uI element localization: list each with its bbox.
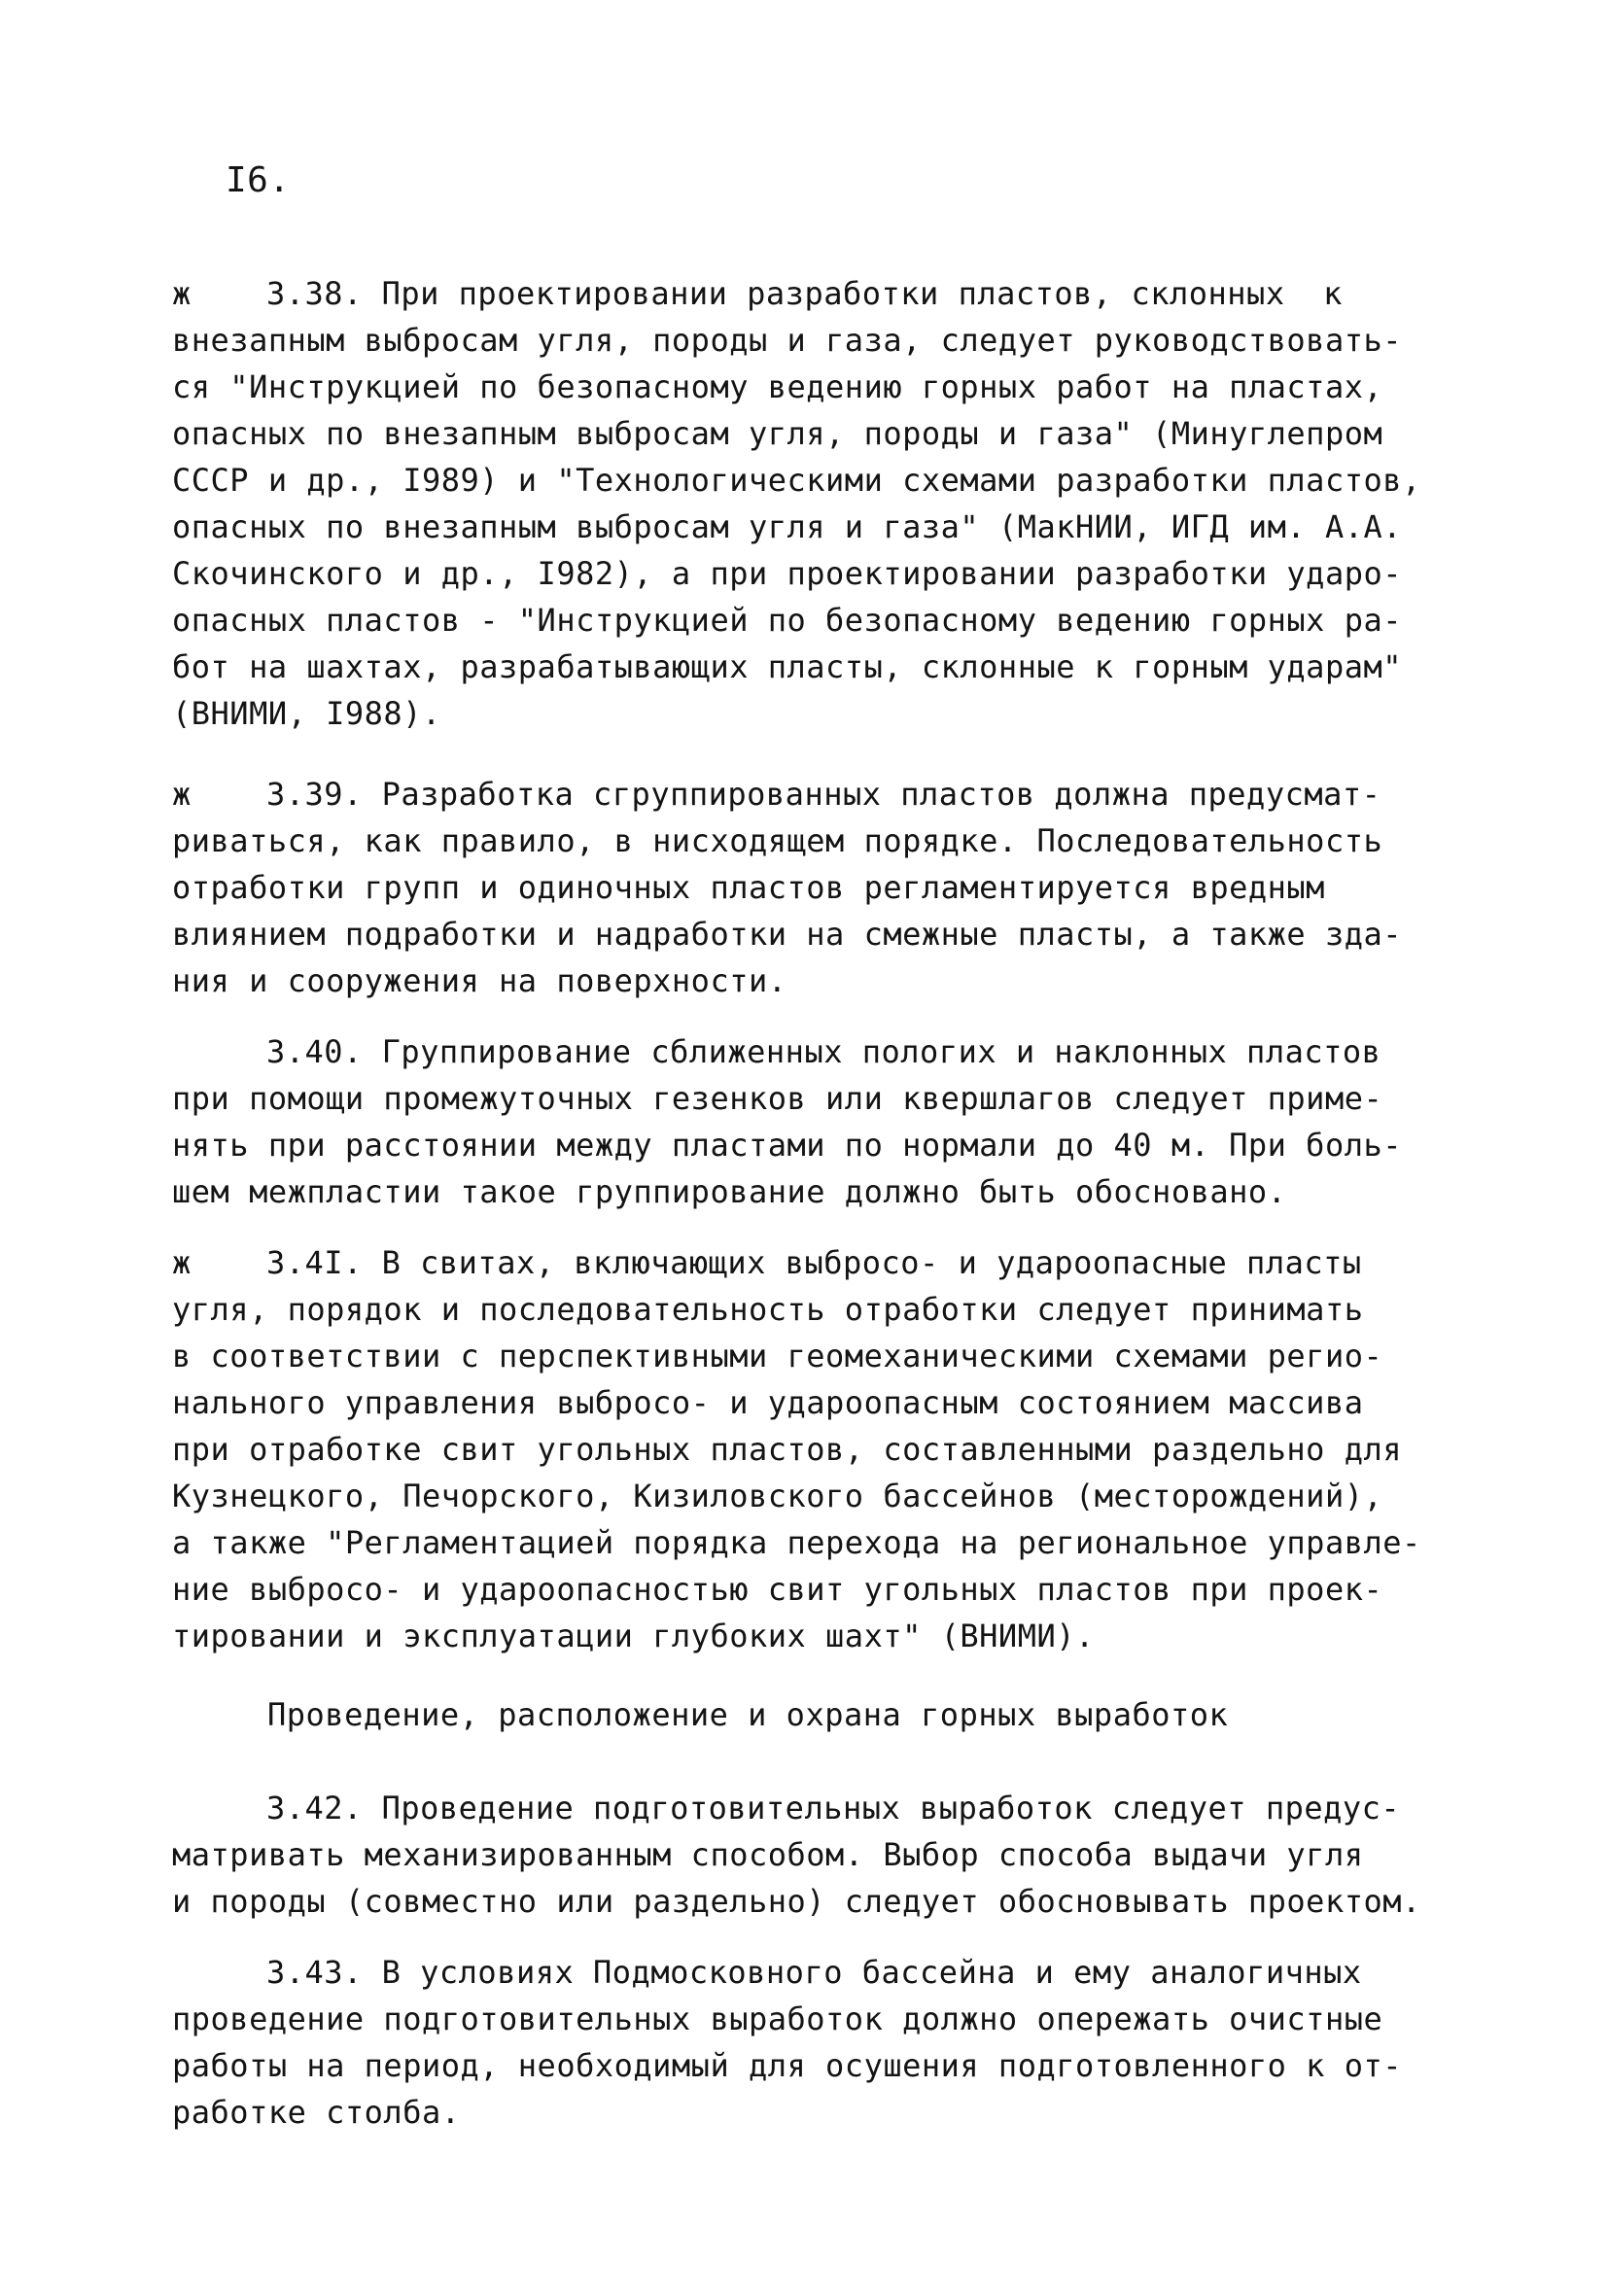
section-heading (267, 1691, 1551, 1738)
change-marker: ж (172, 275, 192, 312)
paragraph-line: 3.43. В условиях Подмосковного бассейна и ему аналогичных (266, 1954, 1362, 1991)
paragraph-3-38 (172, 270, 1455, 737)
paragraph-line: и породы (совместно или раздельно) следует обосновывать проектом. (172, 1883, 1421, 1920)
paragraph-line: при помощи промежуточных гезенков или квершлагов следует приме- (172, 1080, 1383, 1117)
change-marker: ж (172, 1244, 192, 1281)
paragraph-line: ж 3.39. Разработка сгруппированных пластов должна предусмат- (172, 771, 1455, 818)
paragraph-line: в соответствии с перспективными геомеханическими схемами регио- (172, 1338, 1383, 1374)
paragraph-line: опасных по внезапным выбросам угля, породы и газа" (Минуглепром (172, 415, 1383, 452)
paragraph-line: ж 3.4I. В свитах, включающих выбросо- и удароопасные пласты (172, 1239, 1455, 1286)
paragraph-line: риваться, как правило, в нисходящем порядке. Последовательность (172, 822, 1383, 859)
section-heading-text: Проведение, расположение и охрана горных выработок (267, 1696, 1229, 1733)
paragraph-line: ния и сооружения на поверхности. (172, 962, 787, 999)
paragraph-line: ж 3.38. При проектировании разработки пластов, склонных к (172, 270, 1455, 317)
paragraph-line: ся "Инструкцией по безопасному ведению горных работ на пластах, (172, 368, 1383, 405)
paragraph-line: бот на шахтах, разрабатывающих пласты, склонные к горным ударам" (172, 648, 1402, 685)
paragraph-line: Скочинского и др., I982), а при проектировании разработки ударо- (172, 555, 1402, 592)
paragraph-line: тировании и эксплуатации глубоких шахт" (ВНИМИ). (172, 1618, 1095, 1654)
paragraph-line: проведение подготовительных выработок должно опережать очистные (172, 2000, 1383, 2037)
paragraph-line: шем межпластии такое группирование должно быть обосновано. (172, 1173, 1287, 1210)
paragraph-line: 3.40. Группирование сближенных пологих и наклонных пластов (266, 1033, 1381, 1070)
paragraph-3-41 (172, 1239, 1455, 1659)
paragraph-line: отработки групп и одиночных пластов регламентируется вредным (172, 869, 1325, 906)
paragraph-line: опасных пластов - "Инструкцией по безопасному ведению горных ра- (172, 602, 1402, 639)
paragraph-line: работы на период, необходимый для осушения подготовленного к от- (172, 2047, 1402, 2084)
paragraph-3-42 (172, 1785, 1455, 1925)
paragraph-line: 3.42. Проведение подготовительных выработок следует предус- (266, 1790, 1401, 1826)
paragraph-line: нять при расстоянии между пластами по нормали до 40 м. При боль- (172, 1127, 1402, 1164)
paragraph-line: угля, порядок и последовательность отработки следует принимать (172, 1291, 1364, 1328)
paragraph-line: Кузнецкого, Печорского, Кизиловского бассейнов (месторождений), (172, 1478, 1383, 1514)
paragraph-line: внезапным выбросам угля, породы и газа, следует руководствовать- (172, 322, 1402, 359)
paragraph-line: СССР и др., I989) и "Технологическими схемами разработки пластов, (172, 462, 1421, 499)
paragraph-line: влиянием подработки и надработки на смежные пласты, а также зда- (172, 916, 1402, 953)
paragraph-line: а также "Регламентацией порядка перехода на региональное управле- (172, 1524, 1421, 1561)
paragraph-line: (ВНИМИ, I988). (172, 695, 441, 732)
paragraph-3-43 (172, 1949, 1455, 2136)
paragraph-3-39 (172, 771, 1455, 1004)
paragraph-line: нального управления выбросо- и удароопасным состоянием массива (172, 1384, 1364, 1421)
page-number: I6. (226, 160, 291, 200)
paragraph-line: при отработке свит угольных пластов, составленными раздельно для (172, 1431, 1402, 1468)
paragraph-line: матривать механизированным способом. Выбор способа выдачи угля (172, 1836, 1364, 1873)
paragraph-3-40 (172, 1028, 1455, 1215)
change-marker: ж (172, 776, 192, 813)
paragraph-line: ние выбросо- и удароопасностью свит угольных пластов при проек- (172, 1571, 1383, 1608)
paragraph-line: работке столба. (172, 2094, 461, 2131)
paragraph-line: опасных по внезапным выбросам угля и газа" (МакНИИ, ИГД им. А.А. (172, 508, 1402, 545)
